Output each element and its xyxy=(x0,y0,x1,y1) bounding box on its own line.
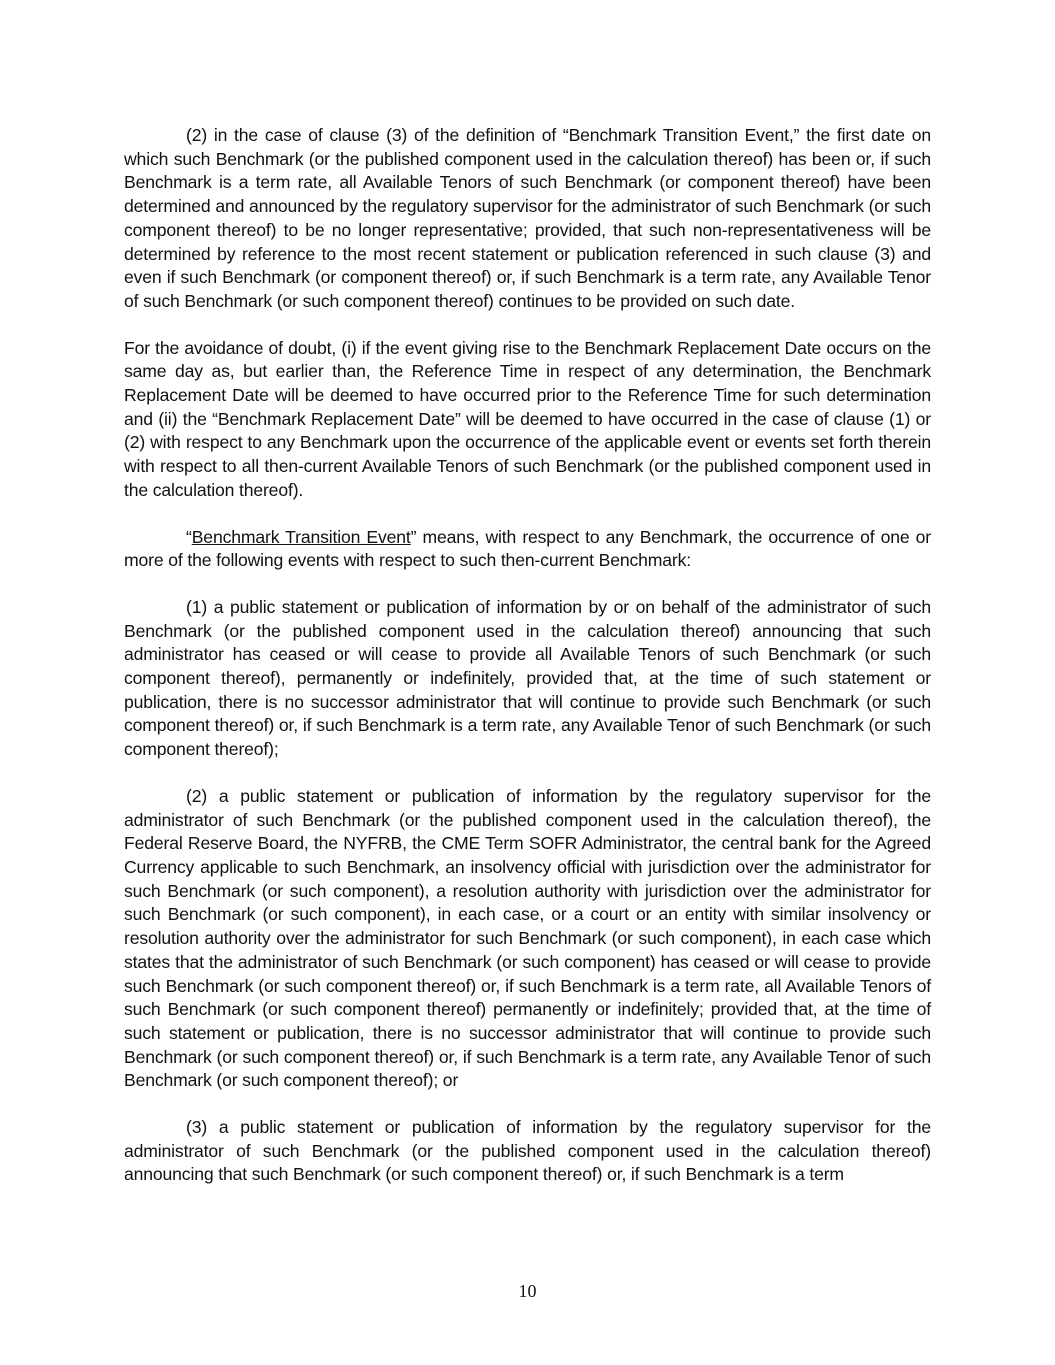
paragraph-avoidance-of-doubt: For the avoidance of doubt, (i) if the event giving rise to the Benchmark Replacement Date occurs on the same day as, but earlier than, the Reference Time in respect of any determination, the Benchmark Replacement Date will be deemed to have occurred prior to the Reference Time for such determination and (ii) the “Benchmark Replacement Date” will be deemed to have occurred in the case of clause (1) or (2) with respect to any Benchmark upon the occurrence of the applicable event or events set forth therein with respect to all then-current Available Tenors of such Benchmark (or the published component used in the calculation thereof). xyxy=(124,337,931,500)
defined-term: Benchmark Transition Event xyxy=(191,526,411,547)
paragraph-clause-2-replacement-date: (2) in the case of clause (3) of the definition of “Benchmark Transition Event,” the first date on which such Benchmark (or the published component used in the calculation thereof) has been or, if such Benchmark is a term rate, all Available Tenors of such Benchmark (or component thereof) have been determined and announced by the regulatory supervisor for the administrator of such Benchmark (or such component thereof) to be no longer representative; provided, that such non-representativeness will be determined by reference to the most recent statement or publication referenced in such clause (3) and even if such Benchmark (or component thereof) or, if such Benchmark is a term rate, any Available Tenor of such Benchmark (or such component thereof) continues to be provided on such date. xyxy=(124,125,931,311)
definition-text: ” means, with respect to any Benchmark, the occurrence of one or more of the following events with respect to such then-current Benchmark: xyxy=(124,526,931,571)
open-quote: “ xyxy=(186,526,192,547)
paragraph-transition-event-definition xyxy=(124,526,931,573)
paragraph-event-clause-3: (3) a public statement or publication of information by the regulatory supervisor for the administrator of such Benchmark (or the published component used in the calculation thereof) announcing that such Benchmark (or such component thereof) or, if such Benchmark is a term xyxy=(124,1117,931,1185)
page-number: 10 xyxy=(518,1281,537,1301)
paragraph-event-clause-2: (2) a public statement or publication of information by the regulatory supervisor for the administrator of such Benchmark (or the published component used in the calculation thereof), the Federal Reserve Board, the NYFRB, the CME Term SOFR Administrator, the central bank for the Agreed Currency applicable to such Benchmark, an insolvency official with jurisdiction over the administrator for such Benchmark (or such component), a resolution authority with jurisdiction over the administrator for such Benchmark (or such component), in each case, or a court or an entity with similar insolvency or resolution authority over the administrator for such Benchmark (or such component), in each case which states that the administrator of such Benchmark (or such component) has ceased or will cease to provide such Benchmark (or such component thereof) or, if such Benchmark is a term rate, all Available Tenors of such Benchmark (or such component thereof) permanently or indefinitely; provided that, at the time of such statement or publication, there is no successor administrator that will continue to provide such Benchmark (or such component thereof) or, if such Benchmark is a term rate, any Available Tenor of such Benchmark (or such component thereof); or xyxy=(124,785,931,1091)
paragraph-event-clause-1: (1) a public statement or publication of information by or on behalf of the administrator of such Benchmark (or the published component used in the calculation thereof) announcing that such administrator has ceased or will cease to provide all Available Tenors of such Benchmark (or such component thereof), permanently or indefinitely, provided that, at the time of such statement or publication, there is no successor administrator that will continue to provide such Benchmark (or such component thereof) or, if such Benchmark is a term rate, any Available Tenor of such Benchmark (or such component thereof); xyxy=(124,596,931,760)
document-body xyxy=(124,124,931,1210)
